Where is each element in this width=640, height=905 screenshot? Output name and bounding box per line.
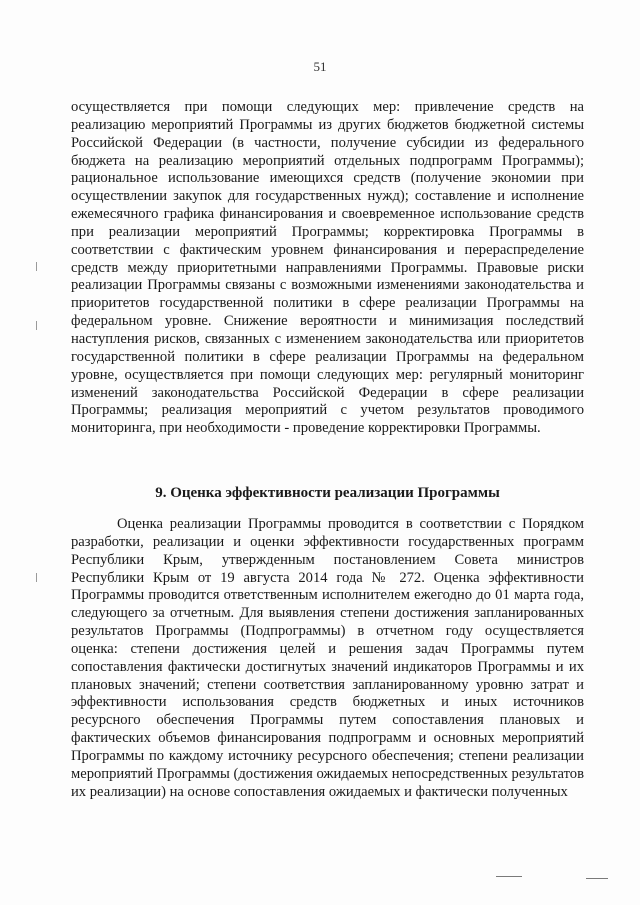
page-number: 51 xyxy=(313,59,327,74)
scan-artifact-mark xyxy=(496,876,522,877)
scan-artifact-mark xyxy=(586,878,608,879)
paragraph-efficiency-assessment: Оценка реализации Программы проводится в соответствии с Порядком разработки, реализации и оценки эффективности государственных программ Республики Крым, утвержденным постановлением Совета министров Республики Крым от 19 августа 2014 года № 272. Оценка эффективности Программы проводится ответственным исполнителем ежегодно до 01 марта года, следующего за отчетным. Для выявления степени достижения запланированных результатов Программы (Подпрограммы) в отчетном году осуществляется оценка: степени достижения целей и решения задач Программы путем сопоставления фактически достигнутых значений индикаторов Программы и их плановых значений; степени соответствия запланированному уровню затрат и эффективности использования средств бюджетных и иных источников ресурсного обеспечения Программы путем сопоставления плановых и фактических объемов финансирования подпрограмм и основных мероприятий Программы по каждому источнику ресурсного обеспечения; степени реализации мероприятий Программы (достижения ожидаемых непосредственных результатов их реализации) на основе сопоставления ожидаемых и фактически полученных xyxy=(71,516,584,800)
paragraph-risk-measures: осуществляется при помощи следующих мер: привлечение средств на реализацию мероприятий Программы из других бюджетов бюджетной системы Российской Федерации (в частности, получение субсидии из федерального бюджета на реализацию мероприятий отдельных подпрограмм Программы); рациональное использование имеющихся средств (получение экономии при осуществлении закупок для государственных нужд); составление и исполнение ежемесячного графика финансирования и своевременное использование средств при реализации мероприятий Программы; корректировка Программы в соответствии с фактическим уровнем финансирования и перераспределение средств между приоритетными направлениями Программы. Правовые риски реализации Программы связаны с возможными изменениями законодательства и приоритетов государственной политики в сфере реализации Программы на федеральном уровне. Снижение вероятности и минимизация последствий наступления рисков, связанных с изменением законодательства или приоритетов государственной политики в сфере реализации Программы на федеральном уровне, осуществляется при помощи следующих мер: регулярный мониторинг изменений законодательства Российской Федерации в сфере реализации Программы; реализация мероприятий с учетом результатов проводимого мониторинга, при необходимости - проведение корректировки Программы. xyxy=(71,99,584,437)
section-heading: 9. Оценка эффективности реализации Программы xyxy=(155,485,500,501)
scan-margin-mark xyxy=(36,262,37,271)
scan-margin-mark xyxy=(36,573,37,582)
scan-margin-mark xyxy=(36,321,37,330)
